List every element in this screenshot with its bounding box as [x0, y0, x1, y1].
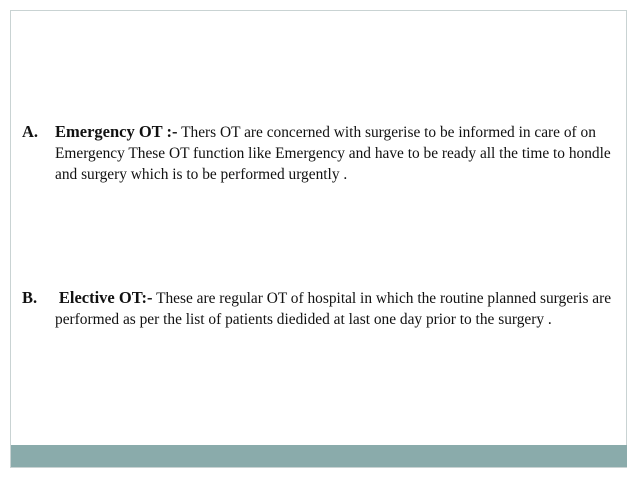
item-heading: Emergency OT :-: [55, 122, 178, 141]
list-marker: B.: [22, 288, 38, 307]
item-text: Thers OT are concerned with surgerise to be informed in care of on Emergency These OT function like Emergency and have to be ready all the time to hondle and surgery which is to be performed urgently .: [55, 124, 611, 183]
list-item-body: [55, 121, 622, 185]
list-item-elective-ot: [22, 287, 622, 330]
list-item-emergency-ot: [22, 121, 622, 185]
footer-bar: [11, 445, 627, 467]
list-item-body: [55, 287, 622, 330]
list-marker: A.: [22, 122, 39, 141]
item-heading: Elective OT:-: [58, 288, 153, 307]
slide-frame: [10, 10, 627, 468]
item-text: These are regular OT of hospital in which the routine planned surgeris are performed as per the list of patients diedided at last one day prior to the surgery .: [55, 290, 612, 328]
